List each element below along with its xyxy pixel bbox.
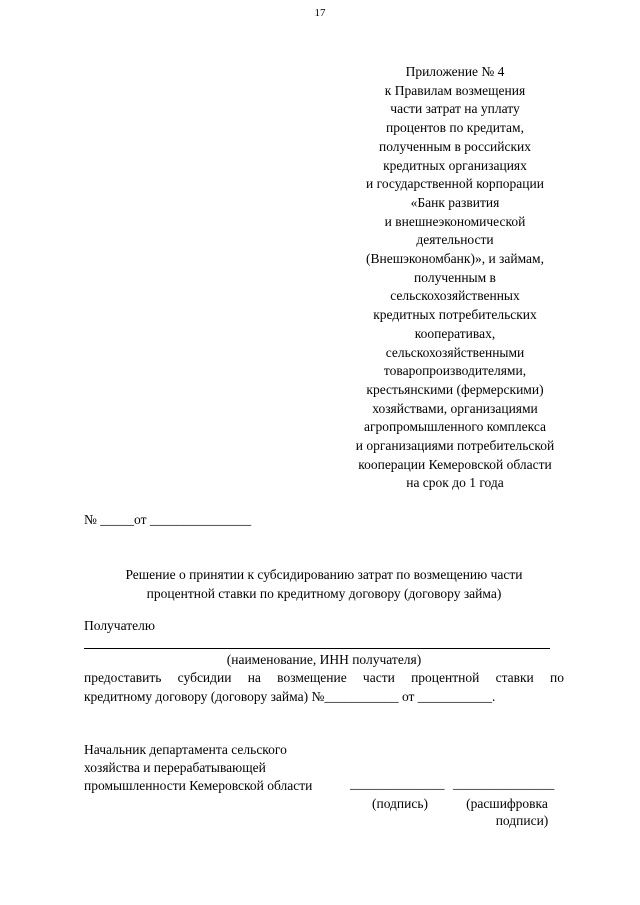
appendix-line: кредитных потребительских [373, 307, 537, 323]
appendix-line: и государственной корпорации [366, 176, 544, 192]
appendix-line: кооперативах, [414, 325, 496, 341]
appendix-line: крестьянскими (фермерскими) [366, 381, 544, 397]
appendix-line: «Банк развития [410, 194, 500, 210]
appendix-line: полученным в [414, 269, 496, 285]
appendix-line: на срок до 1 года [406, 475, 504, 491]
recipient-label: Получателю [84, 618, 155, 633]
signer-title-line-1: Начальник департамента сельского [84, 742, 287, 757]
recipient-name-line [84, 648, 550, 649]
appendix-header [330, 63, 580, 493]
appendix-line: процентов по кредитам, [386, 120, 524, 136]
signer-title-line-2: хозяйства и перерабатывающей [84, 760, 266, 775]
appendix-line: (Внешэкономбанк)», и займам, [366, 251, 544, 267]
decision-title [84, 566, 564, 603]
signature-decode-caption [452, 795, 562, 829]
signer-title-line-3: промышленности Кемеровской области [84, 778, 313, 793]
appendix-line: к Правилам возмещения [384, 82, 526, 98]
signature-decode-caption-line-1: (расшифровка [466, 796, 548, 811]
appendix-line: и внешнеэкономической [384, 213, 526, 229]
decision-title-line-2: процентной ставки по кредитному договору (договору займа) [146, 585, 502, 601]
body-text-line-1: предоставить субсидии на возмещение части процентной ставки по [84, 670, 564, 685]
appendix-line: деятельности [416, 232, 494, 248]
decision-title-line-1: Решение о принятии к субсидированию затрат по возмещению части [125, 567, 523, 582]
signature-decode-blank: _______________ [453, 776, 555, 791]
appendix-line: агропромышленного комплекса [364, 419, 546, 435]
document-number-line: № _____от _______________ [84, 512, 252, 527]
recipient-caption: (наименование, ИНН получателя) [226, 652, 422, 667]
appendix-line: и организациями потребительской [355, 438, 555, 454]
appendix-line: товаропроизводителями, [383, 363, 527, 379]
signer-title [84, 741, 312, 795]
appendix-line: кооперации Кемеровской области [358, 456, 552, 472]
appendix-line: сельскохозяйственных [390, 288, 520, 304]
signature-caption: (подпись) [371, 796, 429, 811]
signature-decode-caption-line-2: подписи) [495, 813, 549, 828]
appendix-line: кредитных организациях [383, 157, 527, 173]
body-text-line-2: кредитному договору (договору займа) №___________ от ___________. [84, 689, 496, 704]
appendix-line: Приложение № 4 [405, 64, 505, 79]
appendix-line: хозяйствами, организациями [372, 400, 538, 416]
appendix-line: сельскохозяйственными [385, 344, 525, 360]
signature-blank: ______________ [350, 776, 445, 791]
page-number: 17 [314, 7, 326, 19]
appendix-line: полученным в российских [378, 138, 532, 154]
appendix-line: части затрат на уплату [390, 101, 520, 117]
